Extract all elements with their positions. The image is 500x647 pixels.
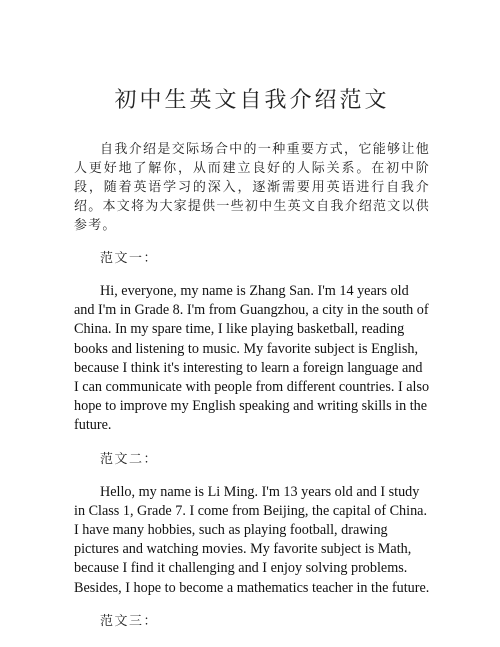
sample-text-1: Hi, everyone, my name is Zhang San. I'm 14 years old and I'm in Grade 8. I'm from Guangzhou, a city in the south of China. In my spare time, I like playing basketball, reading books and listening to music. My favorite subject is English, because I think it's interesting to learn a foreign language and I can communicate with people from different countries. I also hope to improve my English speaking and writing skills in the future. <box>74 283 430 434</box>
intro-paragraph: 自我介绍是交际场合中的一种重要方式，它能够让他人更好地了解你，从而建立良好的人际关系。在初中阶段，随着英语学习的深入，逐渐需要用英语进行自我介绍。本文将为大家提供一些初中生英文自我介绍范文以供参考。 <box>74 142 430 233</box>
document-title: 初中生英文自我介绍范文 <box>114 88 390 113</box>
sample-label-3: 范文三： <box>100 613 159 629</box>
sample-text-2: Hello, my name is Li Ming. I'm 13 years old and I study in Class 1, Grade 7. I come from Beijing, the capital of China. I have many hobbies, such as playing football, drawing pictures and watching movies. My favorite subject is Math, because I find it challenging and I enjoy solving problems. Besides, I hope to become a mathematics teacher in the future. <box>74 483 430 596</box>
sample-label-1: 范文一： <box>100 251 159 266</box>
sample-label-2: 范文二： <box>100 451 159 467</box>
